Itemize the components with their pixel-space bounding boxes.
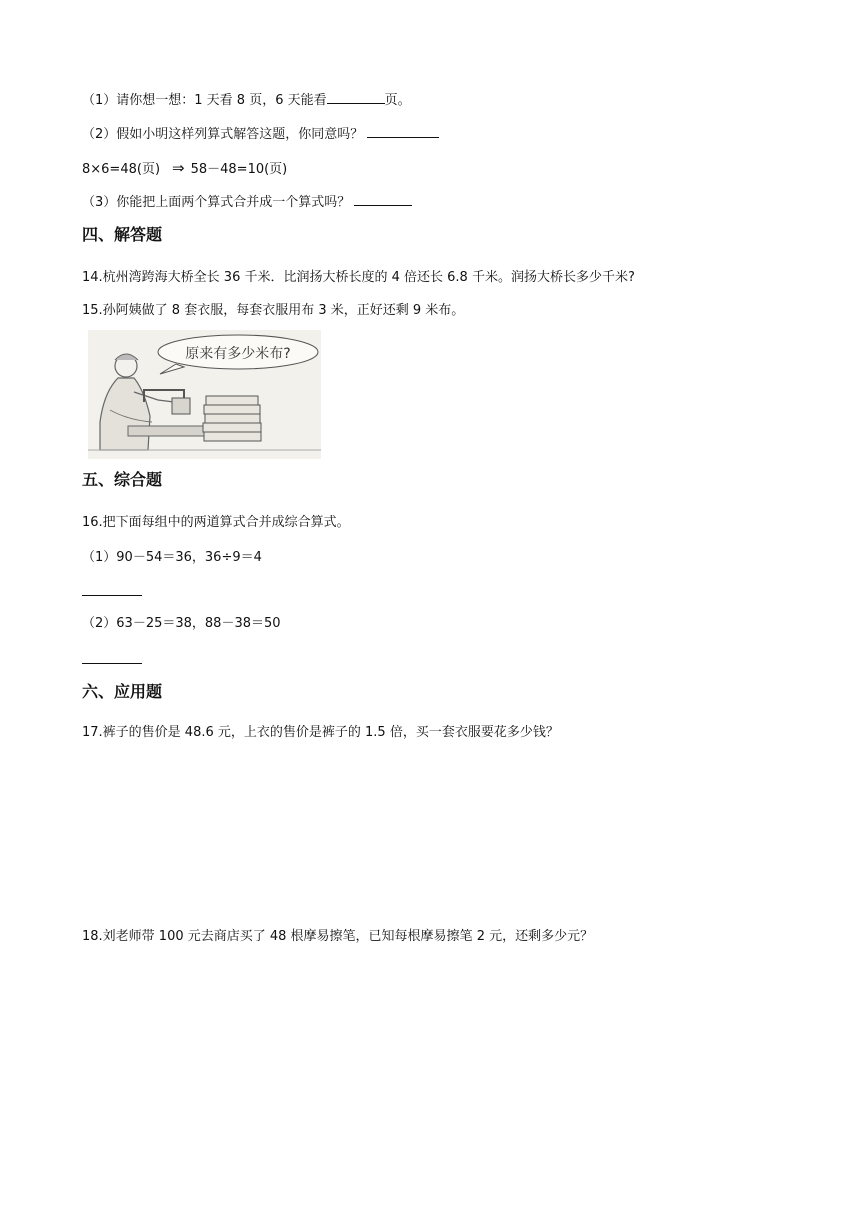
question-14: 14.杭州湾跨海大桥全长 36 千米．比润扬大桥长度的 4 倍还长 6.8 千米。润扬大桥长多少千米? — [82, 270, 635, 285]
q13-part3: （3）你能把上面两个算式合并成一个算式吗？ — [82, 192, 412, 212]
q16-part1: （1）90－54＝36，36÷9＝4 — [82, 550, 262, 565]
q13-part1: （1）请你想一想：1 天看 8 页，6 天能看 页。 — [82, 90, 411, 110]
question-16: 16.把下面每组中的两道算式合并成综合算式。 — [82, 515, 350, 530]
q13-part2: （2）假如小明这样列算式解答这题，你同意吗？ — [82, 124, 439, 144]
answer-blank[interactable] — [82, 582, 142, 596]
question-17: 17.裤子的售价是 48.6 元，上衣的售价是裤子的 1.5 倍，买一套衣服要花多少钱？ — [82, 725, 559, 740]
answer-blank[interactable] — [82, 650, 142, 664]
q13-calculation: 8×6=48(页) ⇒ 58－48=10(页) — [82, 159, 288, 177]
answer-blank[interactable] — [327, 90, 385, 104]
speech-bubble-text: 原来有多少米布? — [185, 346, 291, 362]
sewing-illustration — [88, 330, 321, 459]
answer-blank[interactable] — [367, 124, 439, 138]
question-15: 15.孙阿姨做了 8 套衣服，每套衣服用布 3 米，正好还剩 9 米布。 — [82, 303, 465, 318]
q16-part2: （2）63－25＝38，88－38＝50 — [82, 616, 281, 631]
arrow-icon: ⇒ — [172, 159, 185, 177]
question-18: 18.刘老师带 100 元去商店买了 48 根摩易擦笔，已知每根摩易擦笔 2 元，还剩多少元？ — [82, 929, 594, 944]
section-heading: 五、综合题 — [82, 470, 163, 489]
section-heading: 六、应用题 — [82, 682, 163, 701]
section-heading: 四、解答题 — [82, 225, 163, 244]
answer-blank[interactable] — [354, 192, 412, 206]
